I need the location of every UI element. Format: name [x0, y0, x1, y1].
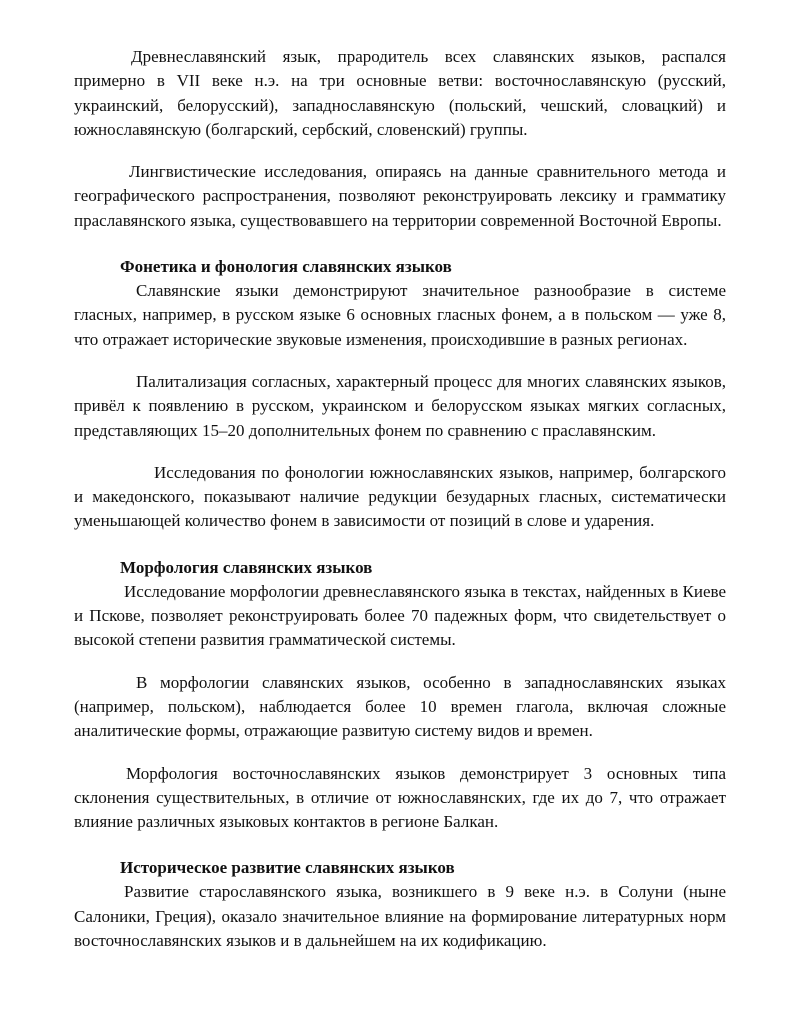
section-heading-phonetics: Фонетика и фонология славянских языков — [120, 257, 452, 277]
history-paragraph-1: Развитие старославянского языка, возникшего в 9 веке н.э. в Солуни (ныне Салоники, Греция), оказало значительное влияние на формирование литературных норм восточнославянских языков и в дальнейшем на их кодификацию. — [74, 882, 726, 951]
document-page — [74, 45, 726, 953]
section-morphology — [74, 556, 726, 835]
phonetics-paragraph-3: Исследования по фонологии южнославянских языков, например, болгарского и македонского, показывают наличие редукции безударных гласных, систематически уменьшающей количество фонем в зависимости от позиций в слове и ударения. — [74, 462, 726, 531]
intro-paragraph-2: Лингвистические исследования, опираясь на данные сравнительного метода и географического распространения, позволяют реконструировать лексику и грамматику праславянского языка, существовавшего на территории современной Восточной Европы. — [74, 162, 726, 230]
morphology-paragraph-2: В морфологии славянских языков, особенно в западнославянских языках (например, польском), наблюдается более 10 времен глагола, включая сложные аналитические формы, отражающие развитую систему видов и времен. — [74, 672, 726, 741]
intro-paragraph-1: Древнеславянский язык, прародитель всех славянских языков, распался примерно в VII веке н.э. на три основные ветви: восточнославянскую (русский, украинский, белорусский), западнославянскую (польский, чешский, словацкий) и южнославянскую (болгарский, сербский, словенский) группы. — [74, 47, 726, 139]
phonetics-paragraph-2: Палитализация согласных, характерный процесс для многих славянских языков, привёл к появлению в русском, украинском и белорусском языках мягких согласных, представляющих 15–20 дополнительных фонем по сравнению с праславянским. — [74, 371, 726, 440]
section-history — [74, 856, 726, 953]
section-heading-morphology: Морфология славянских языков — [120, 557, 373, 577]
section-heading-history: Историческое развитие славянских языков — [120, 858, 455, 878]
phonetics-paragraph-1: Славянские языки демонстрируют значительное разнообразие в системе гласных, например, в русском языке 6 основных гласных фонем, а в польском — уже 8, что отражает исторические звуковые изменения, происходившие в разных регионах. — [74, 281, 726, 349]
section-phonetics — [74, 255, 726, 534]
morphology-paragraph-3: Морфология восточнославянских языков демонстрирует 3 основных типа склонения существительных, в отличие от южнославянских, где их до 7, что отражает влияние различных языковых контактов в регионе Балкан. — [74, 763, 726, 832]
morphology-paragraph-1: Исследование морфологии древнеславянского языка в текстах, найденных в Киеве и Пскове, позволяет реконструировать более 70 падежных форм, что свидетельствует о высокой степени развития грамматической системы. — [74, 581, 726, 650]
